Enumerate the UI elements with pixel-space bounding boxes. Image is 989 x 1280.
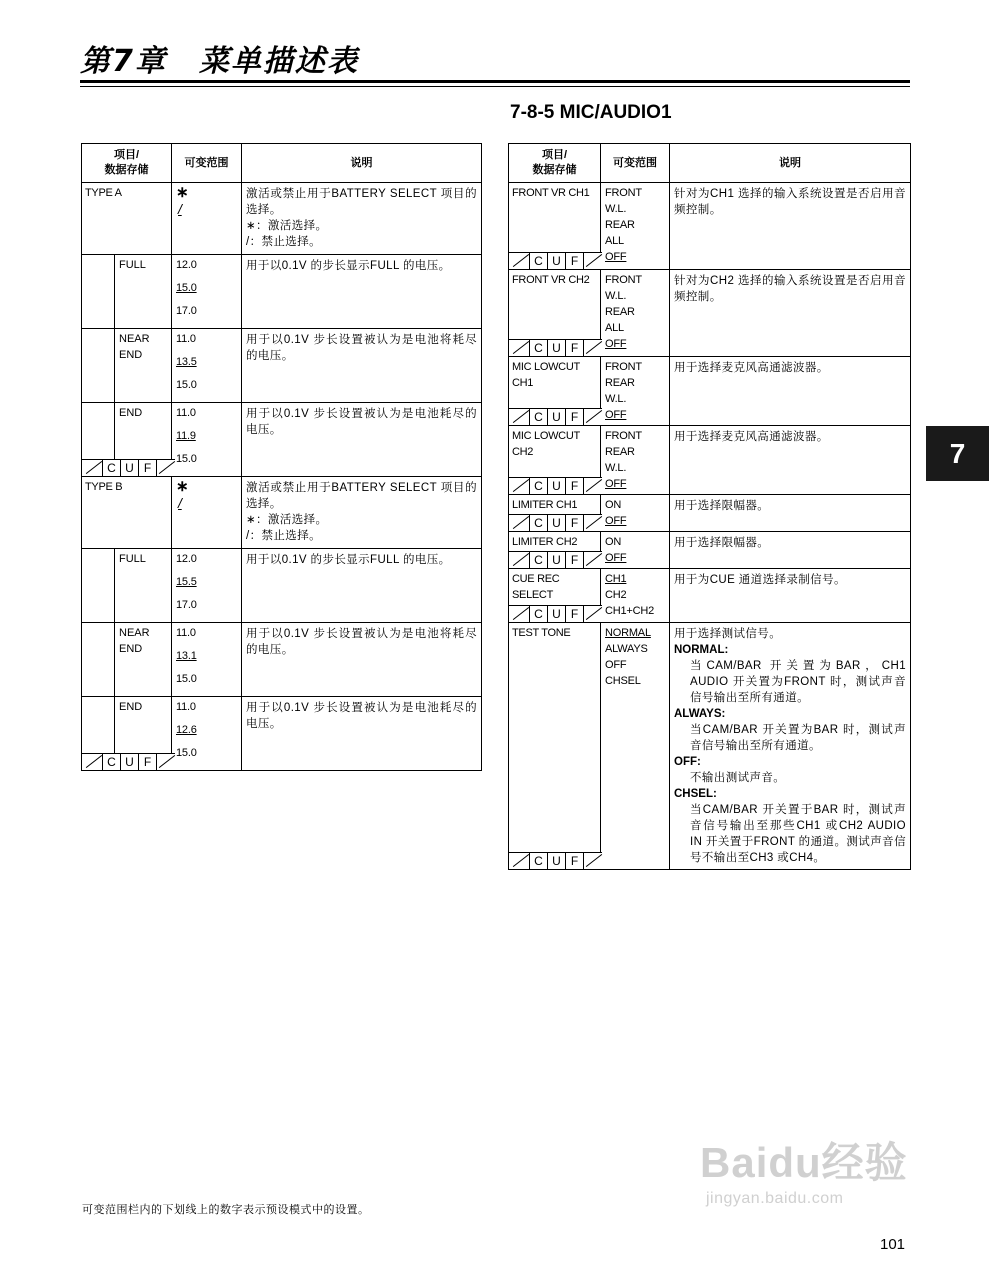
title-rule-thin bbox=[80, 86, 910, 87]
mic-audio1-menu-table bbox=[508, 143, 911, 870]
battery-menu-table bbox=[81, 143, 482, 771]
item-cell: FULL bbox=[82, 255, 172, 329]
item-cell: END C U F bbox=[82, 697, 172, 771]
item-cell: LIMITER CH1 C U F bbox=[509, 495, 601, 532]
table-row bbox=[82, 477, 482, 549]
range-cell: 12.0 15.5 17.0 bbox=[172, 549, 242, 623]
range-cell: CH1 CH2 CH1+CH2 bbox=[601, 569, 670, 623]
description-cell: 用于以0.1V 步长设置被认为是电池将耗尽的电压。 bbox=[242, 329, 482, 403]
table-header-row bbox=[82, 144, 482, 183]
description-cell: 用于选择麦克风高通滤波器。 bbox=[670, 357, 911, 426]
description-cell: 用于以0.1V 步长设置被认为是电池耗尽的电压。 bbox=[242, 697, 482, 771]
table-row bbox=[509, 183, 911, 270]
range-cell: FRONT REAR W.L. OFF bbox=[601, 426, 670, 495]
table-row bbox=[509, 426, 911, 495]
watermark bbox=[700, 1130, 908, 1208]
chapter-title: 第7章 菜单描述表 bbox=[80, 44, 359, 79]
table-row bbox=[509, 623, 911, 870]
item-cell: TYPE B bbox=[82, 477, 172, 549]
table-row bbox=[82, 697, 482, 771]
table-row bbox=[82, 623, 482, 697]
column-header-range: 可变范围 bbox=[172, 144, 242, 183]
table-row bbox=[509, 270, 911, 357]
column-header-item: 项目/ 数据存储 bbox=[82, 144, 172, 183]
range-cell: 11.0 13.1 15.0 bbox=[172, 623, 242, 697]
title-rule bbox=[80, 80, 910, 83]
description-cell: 用于选择限幅器。 bbox=[670, 495, 911, 532]
cuf-indicator: C U F bbox=[509, 408, 602, 425]
range-cell: FRONT REAR W.L. OFF bbox=[601, 357, 670, 426]
cuf-indicator: C U F bbox=[509, 852, 602, 869]
table-row bbox=[82, 255, 482, 329]
table-row bbox=[82, 183, 482, 255]
item-cell: CUE REC SELECT C U F bbox=[509, 569, 601, 623]
item-cell: MIC LOWCUT CH2 C U F bbox=[509, 426, 601, 495]
item-cell: END C U F bbox=[82, 403, 172, 477]
cuf-indicator: C U F bbox=[509, 252, 602, 269]
description-cell: 针对为CH2 选择的输入系统设置是否启用音频控制。 bbox=[670, 270, 911, 357]
description-cell: 激活或禁止用于BATTERY SELECT 项目的选择。 ∗：激活选择。 /：禁止选择。 bbox=[242, 477, 482, 549]
description-cell: 用于以0.1V 步长设置被认为是电池将耗尽的电压。 bbox=[242, 623, 482, 697]
description-cell: 激活或禁止用于BATTERY SELECT 项目的选择。 ∗：激活选择。 /：禁止选择。 bbox=[242, 183, 482, 255]
cuf-indicator: C U F bbox=[509, 605, 602, 622]
chapter-tab-marker: 7 bbox=[926, 426, 989, 481]
table-row bbox=[82, 549, 482, 623]
item-cell: FULL bbox=[82, 549, 172, 623]
watermark-url: jingyan.baidu.com bbox=[706, 1190, 844, 1207]
item-cell: NEAR END bbox=[82, 623, 172, 697]
item-cell: FRONT VR CH1 C U F bbox=[509, 183, 601, 270]
column-header-item: 项目/ 数据存储 bbox=[509, 144, 601, 183]
range-cell: ON OFF bbox=[601, 532, 670, 569]
cuf-indicator: C U F bbox=[82, 753, 175, 770]
description-cell: 用于选择测试信号。 NORMAL: 当CAM/BAR 开关置为BAR，CH1 AUDIO 开关置为FRONT 时，测试声音信号输出至所有通道。 ALWAYS: 当CAM/BAR 开关置为BAR 时，测试声音信号输出至所有通道。 OFF: 不输出测试声音。 CHSEL: 当CAM/BAR 开关置于BAR 时，测试声音信号输出至那些CH1 或CH2 AUDIO IN 开关置于FRONT 的通道。测试声音信号不输出至CH3 或CH4。 bbox=[670, 623, 911, 870]
section-title: 7-8-5 MIC/AUDIO1 bbox=[510, 102, 672, 123]
cuf-indicator: C U F bbox=[509, 514, 602, 531]
range-cell: ∗ / bbox=[172, 477, 242, 549]
page-number: 101 bbox=[880, 1236, 906, 1253]
range-cell: 12.0 15.0 17.0 bbox=[172, 255, 242, 329]
cuf-indicator: C U F bbox=[82, 459, 175, 476]
description-cell: 针对为CH1 选择的输入系统设置是否启用音频控制。 bbox=[670, 183, 911, 270]
range-cell: ∗ / bbox=[172, 183, 242, 255]
item-cell: NEAR END bbox=[82, 329, 172, 403]
range-cell: NORMAL ALWAYS OFF CHSEL bbox=[601, 623, 670, 870]
table-row bbox=[82, 403, 482, 477]
table-row bbox=[509, 495, 911, 532]
item-cell: TEST TONE C U F bbox=[509, 623, 601, 870]
table-row bbox=[82, 329, 482, 403]
description-cell: 用于以0.1V 的步长显示FULL 的电压。 bbox=[242, 549, 482, 623]
description-cell: 用于以0.1V 的步长显示FULL 的电压。 bbox=[242, 255, 482, 329]
table-header-row bbox=[509, 144, 911, 183]
range-cell: 11.0 11.9 15.0 bbox=[172, 403, 242, 477]
item-cell: MIC LOWCUT CH1 C U F bbox=[509, 357, 601, 426]
cuf-indicator: C U F bbox=[509, 339, 602, 356]
footnote: 可变范围栏内的下划线上的数字表示预设模式中的设置。 bbox=[82, 1203, 370, 1216]
cuf-indicator: C U F bbox=[509, 477, 602, 494]
range-cell: FRONT W.L. REAR ALL OFF bbox=[601, 270, 670, 357]
cuf-indicator: C U F bbox=[509, 551, 602, 568]
table-row bbox=[509, 357, 911, 426]
range-cell: FRONT W.L. REAR ALL OFF bbox=[601, 183, 670, 270]
description-cell: 用于选择限幅器。 bbox=[670, 532, 911, 569]
description-cell: 用于以0.1V 步长设置被认为是电池耗尽的电压。 bbox=[242, 403, 482, 477]
range-cell: ON OFF bbox=[601, 495, 670, 532]
item-cell: FRONT VR CH2 C U F bbox=[509, 270, 601, 357]
watermark-logo: Baidu经验 bbox=[700, 1139, 908, 1186]
description-cell: 用于选择麦克风高通滤波器。 bbox=[670, 426, 911, 495]
item-cell: LIMITER CH2 C U F bbox=[509, 532, 601, 569]
table-row bbox=[509, 532, 911, 569]
range-cell: 11.0 13.5 15.0 bbox=[172, 329, 242, 403]
column-header-range: 可变范围 bbox=[601, 144, 670, 183]
range-cell: 11.0 12.6 15.0 bbox=[172, 697, 242, 771]
item-cell: TYPE A bbox=[82, 183, 172, 255]
column-header-desc: 说明 bbox=[670, 144, 911, 183]
column-header-desc: 说明 bbox=[242, 144, 482, 183]
table-row bbox=[509, 569, 911, 623]
description-cell: 用于为CUE 通道选择录制信号。 bbox=[670, 569, 911, 623]
